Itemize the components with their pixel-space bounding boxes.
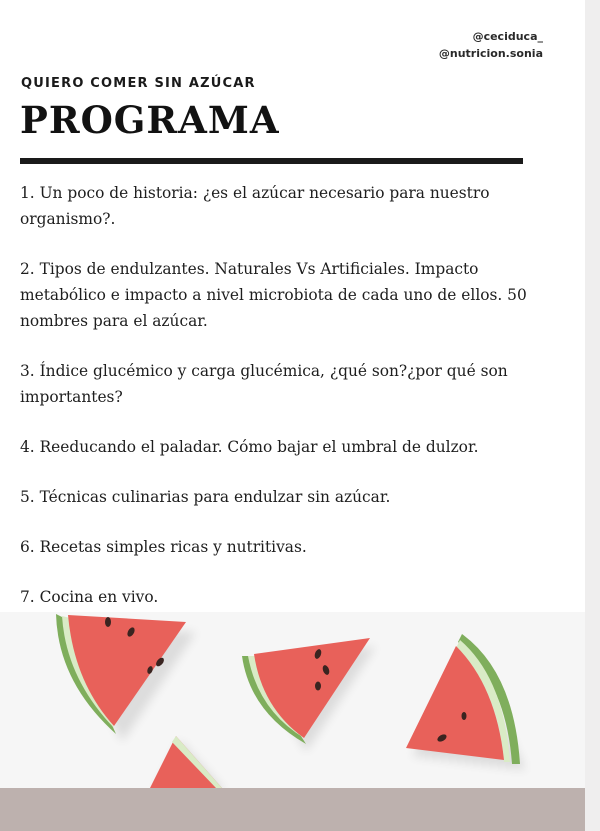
social-handles <box>439 28 543 62</box>
page-edge <box>585 0 600 831</box>
program-item-2: 2. Tipos de endulzantes. Naturales Vs Artificiales. Impacto metabólico e impacto a nivel microbiota de cada uno de ellos. 50 nombres para el azúcar. <box>20 260 527 330</box>
program-item-1: 1. Un poco de historia: ¿es el azúcar necesario para nuestro organismo?. <box>20 184 490 228</box>
program-item-3: 3. Índice glucémico y carga glucémica, ¿qué son?¿por qué son importantes? <box>20 362 508 406</box>
program-item-7: 7. Cocina en vivo. <box>20 588 159 606</box>
program-item-4: 4. Reeducando el paladar. Cómo bajar el umbral de dulzor. <box>20 438 479 456</box>
title-divider <box>20 158 523 164</box>
watermelon-photo <box>0 612 585 788</box>
watermelon-slice-left <box>56 614 196 742</box>
handle-nutricion-sonia: @nutricion.sonia <box>438 47 543 60</box>
program-item-6: 6. Recetas simples ricas y nutritivas. <box>20 538 307 556</box>
watermelon-slice-right <box>406 634 526 770</box>
handle-ceciduca: @ceciduca_ <box>472 30 543 43</box>
footer-band <box>0 788 585 831</box>
watermelon-illustration <box>0 612 585 788</box>
watermelon-slice-center <box>242 638 376 752</box>
watermelon-slice-bottom <box>150 736 226 788</box>
program-item-5: 5. Técnicas culinarias para endulzar sin azúcar. <box>20 488 391 506</box>
kicker-heading: QUIERO COMER SIN AZÚCAR <box>21 76 256 91</box>
page-title: PROGRAMA <box>20 98 280 142</box>
program-list <box>20 180 540 634</box>
